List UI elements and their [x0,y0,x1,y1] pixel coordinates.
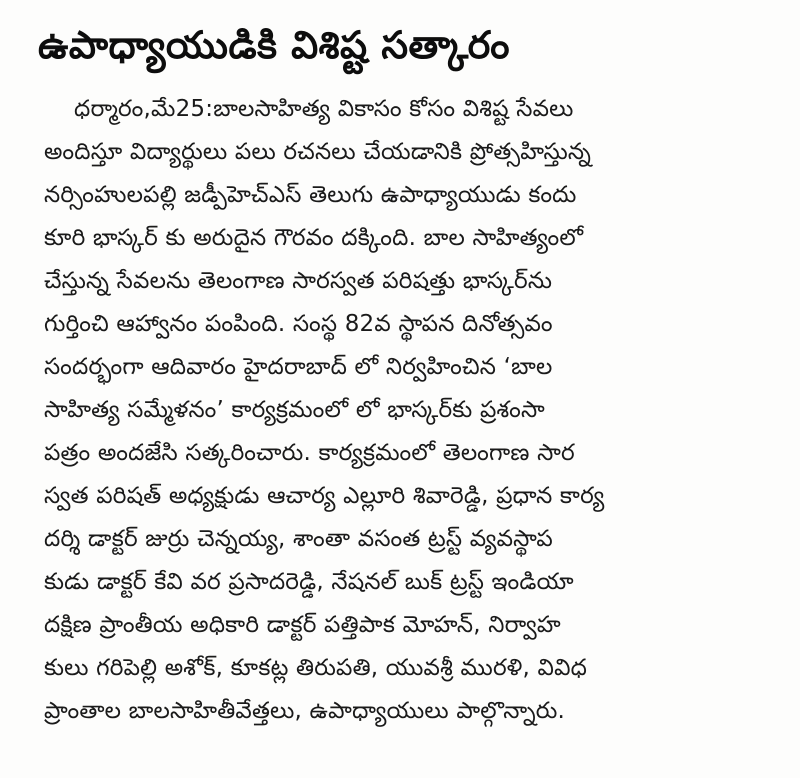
article-line: సాహిత్య సమ్మేళనం’ కార్యక్రమంలో లో భాస్కర్‌కు ప్రశంసా [44,397,545,423]
article-line: దక్షిణ ప్రాంతీయ అధికారి డాక్టర్ పత్తిపాక మోహన్, నిర్వాహ [44,612,561,638]
article-line: గుర్తించి ఆహ్వానం పంపింది. సంస్థ 82వ స్థాపన దినోత్సవం [44,311,553,337]
headline: ఉపాధ్యాయుడికి విశిష్ట సత్కారం [38,23,511,67]
article-line: నర్సింహులపల్లి జడ్పీహెచ్ఎస్ తెలుగు ఉపాధ్యాయుడు కందు [44,182,577,208]
article-line: సందర్భంగా ఆదివారం హైదరాబాద్ లో నిర్వహించిన ‘బాల [44,354,553,380]
article-body [44,88,756,733]
article-line: చేస్తున్న సేవలను తెలంగాణ సారస్వత పరిషత్తు భాస్కర్‌ను [44,268,553,294]
article-line: కూరి భాస్కర్ కు అరుదైన గౌరవం దక్కింది. బాల సాహిత్యంలో [44,225,584,251]
article-line: ప్రాంతాల బాలసాహితీవేత్తలు, ఉపాధ్యాయులు పాల్గొన్నారు. [44,698,566,724]
article-line: అందిస్తూ విద్యార్థులు పలు రచనలు చేయడానికి ప్రోత్సహిస్తున్న [44,139,592,165]
article-line: దర్శి డాక్టర్ జుర్రు చెన్నయ్య, శాంతా వసంత ట్రస్ట్ వ్యవస్థాప [44,526,553,552]
article-line: కులు గరిపెల్లి అశోక్, కూకట్ల తిరుపతి, యువశ్రీ మురళి, వివిధ [44,655,588,681]
article-line: ధర్మారం,మే25:బాలసాహిత్య వికాసం కోసం విశిష్ట సేవలు [74,96,574,122]
article-line: కుడు డాక్టర్ కేవి వర ప్రసాదరెడ్డి, నేషనల్ బుక్ ట్రస్ట్ ఇండియా [44,569,574,595]
article-line: పత్రం అందజేసి సత్కరించారు. కార్యక్రమంలో తెలంగాణ సార [44,440,575,466]
article-line: స్వత పరిషత్ అధ్యక్షుడు ఆచార్య ఎల్లూరి శివారెడ్డి, ప్రధాన కార్య [44,483,605,509]
